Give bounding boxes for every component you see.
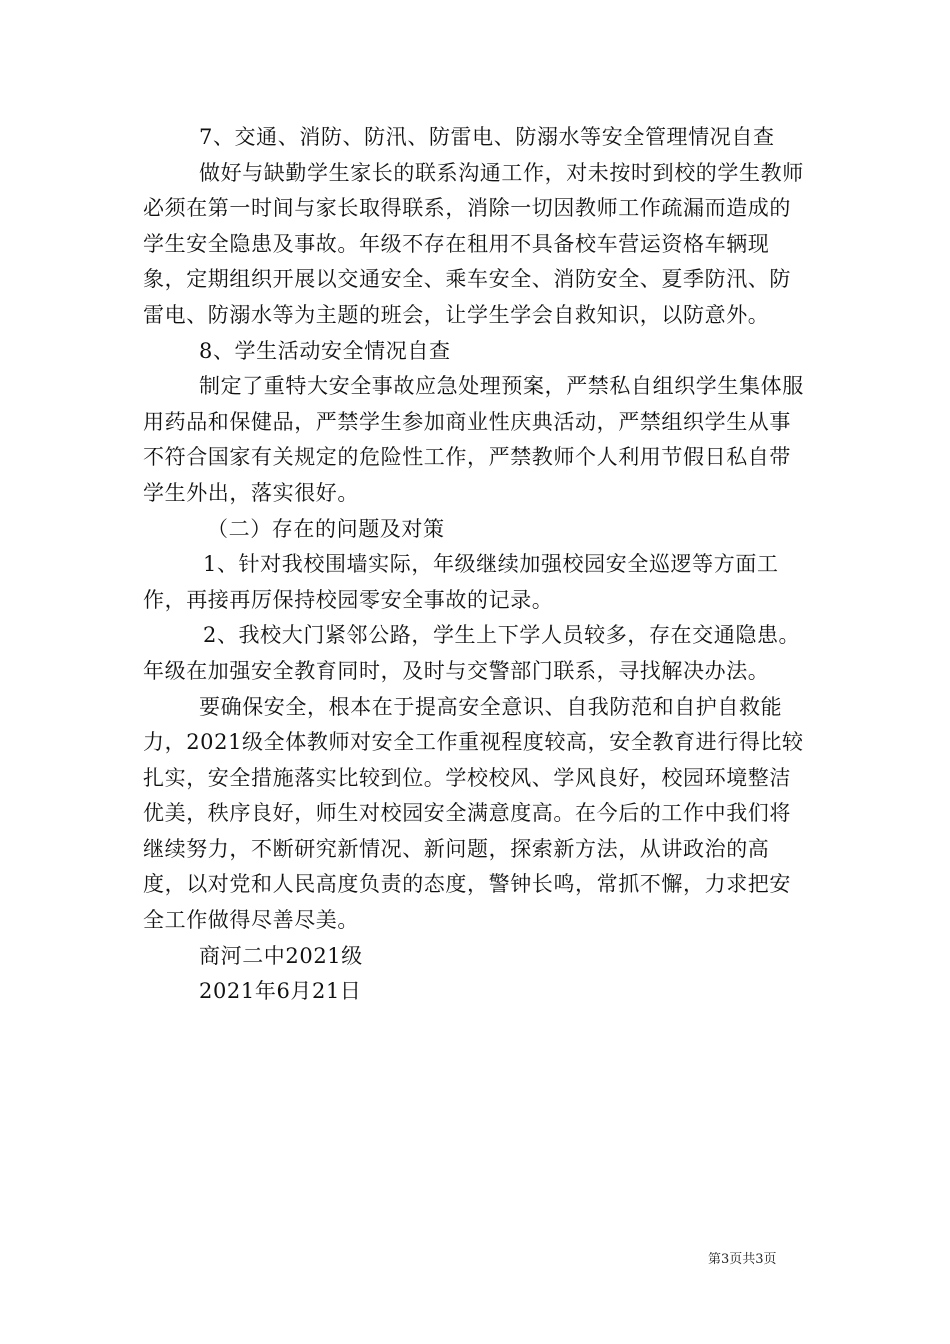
paragraph-student-activity: 制定了重特大安全事故应急处理预案，严禁私自组织学生集体服用药品和保健品，严禁学生参加商业性庆典活动，严禁组织学生从事不符合国家有关规定的危险性工作，严禁教师个人利用节假日私自带学生外出，落实很好。: [143, 374, 804, 505]
paragraph-problem-1: 1、针对我校围墙实际，年级继续加强校园安全巡逻等方面工作，再接再厉保持校园零安全事故的记录。: [143, 552, 779, 612]
section-heading-student-activity: 8、学生活动安全情况自查: [199, 338, 451, 363]
page-number: 第3页共3页: [708, 1252, 777, 1267]
section-heading-problems: （二）存在的问题及对策: [207, 516, 445, 541]
section-heading-traffic-safety: 7、交通、消防、防汛、防雷电、防溺水等安全管理情况自查: [199, 125, 775, 149]
paragraph-problem-2: 2、我校大门紧邻公路，学生上下学人员较多，存在交通隐患。年级在加强安全教育同时，及时与交警部门联系，寻找解决办法。: [143, 623, 801, 683]
signature-date: 2021年6月21日: [199, 979, 362, 1004]
paragraph-conclusion: 要确保安全，根本在于提高安全意识、自我防范和自护自救能力，2021级全体教师对安全工作重视程度较高，安全教育进行得比较扎实，安全措施落实比较到位。学校校风、学风良好，校园环境整洁优美，秩序良好，师生对校园安全满意度高。在今后的工作中我们将继续努力，不断研究新情况、新问题，探索新方法，从讲政治的高度，以对党和人民高度负责的态度，警钟长鸣，常抓不懈，力求把安全工作做得尽善尽美。: [143, 694, 804, 933]
paragraph-traffic-safety: 做好与缺勤学生家长的联系沟通工作，对未按时到校的学生教师必须在第一时间与家长取得联系，消除一切因教师工作疏漏而造成的学生安全隐患及事故。年级不存在租用不具备校车营运资格车辆现象，定期组织开展以交通安全、乘车安全、消防安全、夏季防汛、防雷电、防溺水等为主题的班会，让学生学会自救知识，以防意外。: [143, 160, 804, 327]
signature-organization: 商河二中2021级: [199, 943, 363, 968]
document-body: [143, 120, 808, 1010]
